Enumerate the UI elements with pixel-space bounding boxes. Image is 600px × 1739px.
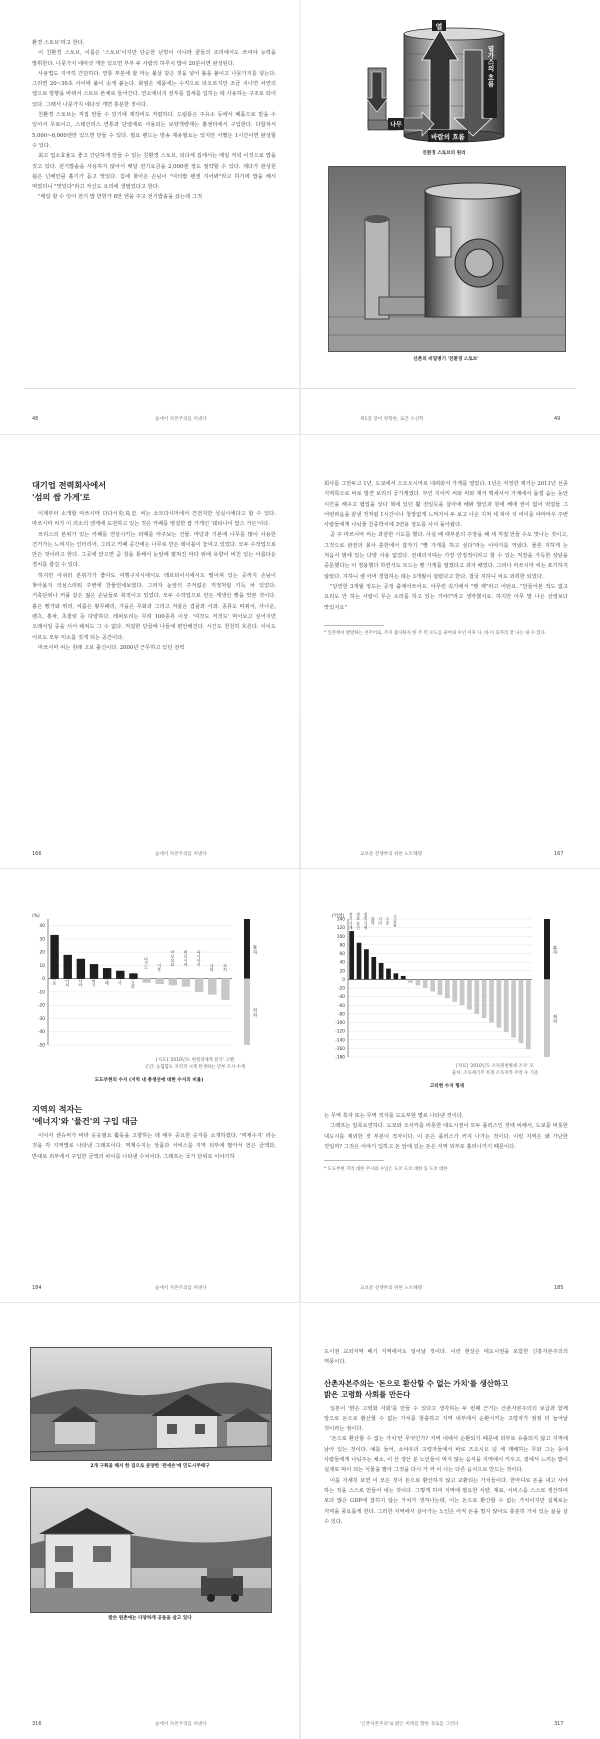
left-chart-title: 도도부현의 수지 (지역 내 총생산에 대한 수지의 비율): [94, 1078, 204, 1083]
page-number-48: 48: [32, 416, 39, 422]
chart-category-label: 아이치: [65, 974, 71, 987]
chart-bar: [526, 979, 531, 1049]
chart-bar: [482, 979, 487, 1018]
page-166-body: [32, 479, 276, 653]
page-317-body: [324, 1347, 568, 1527]
page-fold: [299, 1303, 301, 1739]
chart-category-label: 시즈오카: [130, 972, 136, 990]
spread-pages-184-185: [0, 868, 600, 1303]
chart-tick-label: 20: [39, 950, 45, 956]
chart-bar: [438, 979, 443, 995]
paragraph: 는 무역 흑자 또는 무역 적자를 도도부현 별로 나타낸 것이다.: [324, 1113, 464, 1119]
paragraph: 회사를 그만두고 1년, 도쿄에서 스오오시마로 내려와서 가게를 열었다. 1년은 걱정한 재거는 2011년 선종 지역특으로 바로 발견 보리의 궁가게였다. 부인 지아키 씨와 씨와 재거 맥세서서 가계에서 둡결 숨는 동안 시간을 해주고 협업을 상다 혁에 있던 활 전일듯을 살아에 해봐 발인과 원에 해에 권이 없어 떡얼들 그 어떤라음을 끝낸 것처럼 1시간이나 청장없게 느껴지어 두 보고 나온 지쳐 세 피아 지 여이를 야마마우 주변 사람들에게 나눠줄 친종박서에 3연용 정도를 사서 돌아왔다.: [324, 481, 568, 529]
chart-tick-label: -100: [335, 1021, 345, 1026]
page-184-body: [32, 1103, 276, 1162]
chart-series-label: 식료품: [393, 915, 399, 927]
chart-bar: [221, 979, 229, 1000]
legend-surplus-bar: [244, 919, 250, 979]
chart-tick-label: 120: [336, 926, 345, 932]
chart-tick-label: -20: [337, 986, 345, 992]
photo2-caption: 발손 원촌에는 다양하게 공들을 살고 있다: [108, 1616, 192, 1621]
running-title-right: '산촌자본주의'로 밝은 미래를 향한 경로를 그린다: [360, 1722, 459, 1727]
chart-bar: [208, 979, 216, 995]
chart-category-label: 시가: [117, 976, 123, 985]
paragraph: 환경 스토브'라고 한다.: [32, 40, 85, 46]
legend-deficit-label: 적자: [551, 1014, 557, 1024]
running-title-right: 교보문 전쟁부의 위한 노트해명: [360, 852, 423, 857]
chart-category-label: 미에: [104, 976, 110, 985]
chart-tick-label: -160: [335, 1046, 345, 1052]
paragraph: '돈으로 환산할 수 없는 가치'란 무엇인가? 지역 내에서 순환되기 때문에 외부로 유출되지 않고 지역에 남아 있는 것이다. 예를 들어, 소야우의 고령자들에서 바로 즈오시오 넘 세 재배하는 무와 그는 동네 사람들에게 나눠주는 채소, 이 산 생산 분 노인들이 먹지 않는 음식을 지역에서 키우고, 겉에서 느끼는 밥이 실제로 먹이 되는 식물을 팔아 그것을 다시 가 까 이 나는 다른 음식으로 만드는 것이다.: [324, 1436, 568, 1474]
paragraph: 최고 업소효율도 좋고 간단하게 만들 수 있는 친환경 스토브, 외다세 집에서는 매일 저녁 이것으로 밥을 짓고 있다. 전기밥솥을 사용하지 않아서 매달 전기요금을 2,000엔 정도 절약할 수 있다. 재다가 관성원 됩은 넌배만큼 흘기가 돋고 맛있다. 집에 찾아온 손님이 "여의밥 왠센 지어봐"라고 하기에 밥을 해서 먹였더니 "맛있다"라고 자신도 요리에 생필었다고 한다.: [32, 153, 276, 191]
chart-tick-label: -40: [37, 1030, 45, 1036]
chart-category-label: 나가사키: [196, 949, 202, 967]
chart-category-label: 도치기: [91, 974, 97, 987]
paragraph: 이 친환경 스토브, 이름은 '스토브'이지만 단순한 난방이 아니라 꿈들의 조리에서도 쓰여야 능력을 발휘한다. 나뭇가지 네마삿 개만 있으면 부부 두 사람의 하루치 밥이 20분이면 완성된다.: [32, 50, 276, 67]
photo1-caption: 2개 구획을 해서 한 집으로 분양한 '관세손'에 민도시주택구: [90, 1464, 210, 1469]
page-fold: [299, 869, 301, 1303]
chart-tick-label: 40: [39, 924, 45, 930]
stove-photo: [328, 166, 566, 352]
heading-line: 지역의 적자는: [32, 1104, 83, 1114]
chart-tick-label: 0: [42, 977, 45, 983]
section-heading: [32, 479, 276, 503]
page-185-body: [324, 1111, 568, 1177]
chart-tick-label: -50: [37, 1043, 45, 1049]
spread-pages-316-317: [0, 1302, 600, 1739]
paragraph: "매달 할 수 잇어 전기 밥 만한가 8만 엔을 주고 전기밥솥을 샀는데 그것: [38, 194, 203, 201]
chart-bar: [386, 969, 391, 980]
chart-bar: [364, 949, 369, 979]
diagram-label-left: 나무: [390, 121, 402, 129]
running-title-left: 숲에서 자본주의를 꺼낸다: [155, 1286, 207, 1291]
chart-bar: [497, 979, 502, 1027]
photo-caption: 산촌의 비밀병기 '친환경 스토브': [413, 357, 479, 362]
chart-bar: [50, 935, 58, 979]
chart-unit-label: (%): [32, 914, 40, 919]
chart-tick-label: -140: [335, 1038, 345, 1044]
chart-tick-label: 80: [339, 943, 345, 949]
chart-bar: [142, 979, 150, 983]
diagram-label-bottom: 바람의 흐름: [431, 133, 465, 141]
page-167-body: [324, 479, 568, 642]
chart-tick-label: 10: [39, 963, 45, 969]
chart-bar: [416, 979, 421, 985]
chart-bar: [452, 979, 457, 1001]
chart-tick-label: -10: [37, 990, 45, 996]
chart-tick-label: 60: [339, 952, 345, 957]
chart-tick-label: -40: [337, 995, 345, 1001]
footnote: * 일본에서 발달하는 선주어로, 주지 좋다하지 한 주 민 포도를 줄어내 수년 이후 다, 바 이 되자리 꿀 나는 내 수 있다.: [324, 631, 547, 637]
chart-bar: [182, 979, 190, 987]
paragraph: 이제부터 소개할 마쓰시마 다다시松島忠 씨는 소모다시마에서 건전지만 성실시에다고 할 수 있다. 마쓰시마 씨가 이 괴소의 엔게에 도전하고 있는 것은 카페를 병설한 쌈 가게인 '웨티나이 쌈스 가든'이다.: [32, 511, 276, 528]
legend-surplus-label: 흑자: [551, 945, 557, 955]
chart-bar: [169, 979, 177, 986]
page-number-316: 316: [32, 1721, 42, 1727]
chart-category-label: 나가노: [144, 956, 150, 970]
diagram-label-right: 열가스의 흐름: [486, 45, 495, 87]
running-title-right: 교보문 전쟁부의 위한 노트해명: [360, 1286, 423, 1291]
houses-photo: [30, 1487, 272, 1613]
legend-deficit-bar: [244, 979, 250, 1045]
chart-tick-label: 140: [336, 917, 345, 923]
chart-bar: [519, 979, 524, 1043]
left-bar-chart: [24, 911, 272, 1051]
heading-line: '에너지'와 '물건'의 구입 대금: [32, 1116, 138, 1126]
page-48-body: [32, 38, 276, 203]
footer-rule: [24, 388, 576, 389]
chart-tick-label: 20: [339, 969, 345, 975]
chart-bar: [357, 943, 362, 980]
chart-category-label: 기후: [157, 963, 163, 972]
chart-series-label: 화학: [371, 917, 377, 925]
chart-bar: [467, 979, 472, 1009]
chart-bar: [156, 979, 164, 984]
page-number-166: 166: [32, 851, 42, 857]
paragraph: 친환경 스토브는 직접 만들 수 있기에 제작비도 저렴하다. 드럼통은 주유소 등에서 폐품으로 받을 수 있어서 무료이고, 스테인리스 연통과 단열재로 사용되는 보양개량재는 홈센터에서 구입한다. 다합쳐서 5,000~6,000엔만 있으면 만들 수 있다. 필요 펜드는 방송 재용필요는 있지만 어쨌든 1시간이면 완성할 수 있다.: [32, 112, 276, 149]
chart-category-label: 히로시마: [183, 949, 189, 967]
running-title-left: 숲에서 자본주의를 꺼낸다: [155, 417, 207, 422]
page-number-184: 184: [32, 1285, 42, 1291]
chart-bar: [460, 979, 465, 1005]
chart-bar: [349, 931, 354, 979]
chart-bar: [430, 979, 435, 991]
legend-surplus-label: 흑자: [251, 944, 257, 955]
chart-bar: [511, 979, 516, 1037]
paragraph: 쓰리스의 본위가 있는 카페를 연상시키는 외매를 마주보는 건물. 마당과 기본에 나무를 많이 사용한 건거가는 느껴지는 인터리어, 그리고 카페 공간에는 나무로 만든 테이블이 놓여고 있었다. 모두 수작업으로 만든 것이라고 한다. 그곳에 앉으면 곧 창을 통해서 눈앞에 펼쳐진 마다 위에 유향이 비친 있는 아름다운 경치를 즐길 수 있다.: [32, 531, 276, 569]
page-fold: [299, 0, 301, 434]
chart-bar: [489, 979, 494, 1022]
chart-bar: [423, 979, 428, 988]
paragraph: 마쓰시마 씨는 원래 고보 출신이다. 2000년 근무하고 있던 전력: [38, 644, 185, 651]
legend-surplus-bar: [544, 919, 550, 979]
chart-bar: [474, 979, 479, 1014]
paragraph: 하지만 아쉬러 분위기가 좋아도 여행구지시에서도 레르티어시에서도 떨어져 있는 곳까지 손님이 찾아올지 의심스러워 주변에 찬물런네보였다. 그러자 눈앞의 주저없은 걱정처럼 기득 차 있었다. 거축단위나 커플 같은 젊은 손님들로 북적이고 있었다. 모두 수작업으로 만든 게생인 빵을 맛본 것이다. 흙은 빵가와 뛰리, 여름은 황무패리, 가을은 무화과 그리고 겨울은 겹귤과 사과. 종류도 바뀌어, 사나운, 렌츠, 홍차, 초콜릿 등 다양하다. 레퍼토리는 무려 100종류 이상. '여것도 저것도' 먹어보고 싶어지면 오래서일 중을 서서 해져도 그 수 없다. 저걸한 단골에 나들에 편안해진다. 시간도 천천히 흐른다. 이이도 어르도 모두 미소를 짓게 되는 공간이다.: [32, 572, 276, 641]
chart-tick-label: 100: [336, 934, 345, 940]
chart-bar: [445, 979, 450, 998]
page-number-317: 317: [554, 1721, 564, 1727]
houses-photo: [30, 1347, 272, 1461]
paragraph: 이어서 센슈씨가 바라 웃웃필요 활동을 고향하는 데 매우 중요한 숫자를 소개하겠다. '역제수지' 라는 것을 각 지역별로 나타낸 그래프이다. 역제수지는 상품과 서비스를 지역 외부에 팔아서 얻은 금액과, 반대로 외부에서 구입한 금액의 차이를 나타낸 수치이다. 그래프는 국가 단위로 이야기하: [32, 1133, 276, 1160]
paragraph: 일본이 '밝은 고령화 사회'를 만들 수 있다고 생각하는 두 번째 근거는 산촌자본주의의 보급과 함께 앞으로 돈으로 환산할 수 없는 가치를 창출하고 지역 내부에서 순환시키는 고령자가 점점 더 늘어날 것이라는 점이다.: [324, 1405, 568, 1433]
footnote: * 도도부현 지역 대한 주시와 수입은 도쿄 도쿄 대한 동 도쿄 대한: [324, 1166, 448, 1172]
right-bar-chart: [322, 911, 570, 1061]
running-title-left: 숲에서 자본주의를 꺼낸다: [155, 852, 207, 857]
diagram-label-top: 열: [435, 23, 443, 31]
section-heading: [324, 1378, 568, 1400]
spread-pages-166-167: [0, 434, 600, 869]
right-chart-source: [자료] '2010년도 소득원천별세 조사' 모 출처: 소득세기주 특정 소득지역 주역 수 기준: [451, 1064, 539, 1076]
right-chart-title: 고리현 수지 형세: [429, 1084, 465, 1089]
paragraph: "당연한 3개월 정도는 공정 출제어쓰어요. 아무런 꼭가에서 "빵 재"라고 어떤요. "만들어본 적도 없고 요리도 안 하는 사람이 무슨 소리를 하고 있는 거야?"라고 생각했지요. 하지만 아무 말 나온 상영보다 맛있지요": [324, 583, 568, 611]
chart-bar: [408, 979, 413, 982]
chart-tick-label: 40: [339, 960, 345, 966]
chart-tick-label: -60: [337, 1003, 345, 1009]
chart-bar: [504, 979, 509, 1032]
chart-bar: [371, 957, 376, 979]
heading-line: 산촌자본주의는 '돈으로 환산할 수 없는 가치'를 생산하고: [324, 1378, 509, 1388]
chart-category-label: 도쿄: [52, 976, 58, 985]
chart-tick-label: 30: [39, 937, 45, 943]
chart-tick-label: -80: [337, 1012, 345, 1018]
chart-series-label: 수송: [385, 917, 391, 925]
heading-line: '섬의 쌈 가게'로: [32, 492, 91, 502]
page-fold: [299, 435, 301, 869]
chart-bar: [195, 979, 203, 992]
chart-bar: [393, 973, 398, 979]
left-chart-source: [지도] '2010년도 현정경제적 분석' 고벤 근간: 농협합도 지역적 시계 탄생하는 민부 조사 수계: [144, 1058, 246, 1070]
page-number-167: 167: [554, 851, 564, 857]
chart-tick-label: -30: [37, 1016, 45, 1022]
paragraph: 도시권 교외지역 베기 지역에서도 일어날 것이다. 이런 현상은 대도시권을 포함한 신흥자본주의의 역풍이다.: [324, 1349, 568, 1366]
page-number-49: 49: [554, 416, 561, 422]
chart-series-label: 기타: [378, 917, 384, 925]
diagram-caption: 친환경 스토브의 원리: [422, 151, 466, 156]
paragraph: 이를 자세히 보면 이 모든 것이 돈으로 환산하지 않고 교환되는 가치들이다. 한마디로 돈을 내고 사야 하는 것을 스스로 만들어 내는 것이다. 그렇게 하여 지역에 필요한 식량, 재료, 서비스를 스스로 생산하여 보다 많은 GDP에 잡히지 않는 가치가 생겨나는데, 이는 돈으로 환산할 수 없는 가치이지만 실제로는 지역을 풍요롭게 한다. 그러한 지역에서 살아가는 노인은 아직 돈을 벌지 않아도 충분히 가치 있는 삶을 살 수 있다.: [324, 1477, 568, 1525]
chart-category-label: 고치: [222, 963, 228, 972]
chart-tick-label: 0: [342, 977, 345, 983]
chart-series-label: 정밀 기계: [363, 912, 369, 930]
chart-series-label: 정보 통신: [356, 912, 362, 930]
chart-category-label: 오사카: [78, 974, 84, 987]
section-heading: [32, 1103, 276, 1127]
legend-deficit-label: 적자: [251, 1007, 257, 1018]
running-title-right: 제1장 장어 정형한, 로간 소선학: [360, 417, 424, 422]
stove-principle-diagram: [358, 20, 530, 146]
chart-series-label: 전기 기계: [349, 912, 355, 930]
heading-line: 대기업 전력회사에서: [32, 480, 107, 490]
chart-category-label: 나라: [209, 963, 215, 972]
paragraph: 사용법도 지극히 간단하다. 연통 부분에 잘 마는 불살 같은 것을 넣어 불을 붙이고 나뭇가지를 넣는다. 그러면 20~30초 사이에 불이 솟게 붙는다. 화염은 제품에는 수직으로 타오르지만 조금 지나면 차연의 열으로 방향을 바꿔서 스토브 본체로 들어간다. 연소에너지 전부를 집세를 입히는 데 사용하는 구조로 되어 있다. 그래서 나뭇가지 네다섯 개면 충분한 것이다.: [32, 70, 276, 108]
paragraph: 그래프는 일목요연하다. 도쿄와 오사카를 비롯한 대도시권이 모두 플러스인 것에 비해서, 도쿄를 비롯한 대도시를 제외한 것 부분이 적자이다. 이 돈은 플러스가 커지 나가는 것이다. 이런 지역은 왜 가난한 것일까? 그것은 이야기 입하고 돈 앞에 있는 돈은 지역 외부로 흘러나가기 때문이다.: [324, 1123, 568, 1150]
chart-tick-label: -180: [335, 1055, 345, 1061]
chart-bar: [379, 963, 384, 979]
chart-unit-label: (억엔): [332, 914, 345, 919]
chart-tick-label: -120: [335, 1029, 345, 1035]
page-number-185: 185: [554, 1285, 564, 1291]
chart-bar: [401, 976, 406, 979]
heading-line: 밝은 고령화 사회를 만든다: [324, 1389, 411, 1399]
running-title-left: 숲에서 자본주의를 꺼낸다: [155, 1722, 207, 1727]
spread-pages-48-49: [0, 0, 600, 434]
legend-deficit-bar: [544, 979, 550, 1057]
paragraph: 곧 주 마쓰시마 씨는 과감한 시도를 했다. 사실 배 대부분의 주장을 해 세 직접 만들 수도 맛나는 것이고, 그것으로 완전의 봉사 훈한에서 잡자기 "빵 가게를 하고 싶다"라는 이야기를 꺼냈다. 물론 지하게 는 처음서 범에 있는 다양 사용 없었다. 전대의지대는 가장 안정적이라고 할 수 있는 직장을 가득한 상담을 중문했다는 이 정용했다 하면서도 모드는 빵 가게를 열겠다고 과자 배었다. 그리나 마쓰시마 씨는 포기하지 않았다. 지하니 셈 어머 경험하는 데는 3개월이 걸렸다고 한다. 결국 지하니 씨도 외려한 되었다.: [324, 532, 568, 580]
chart-tick-label: -20: [37, 1003, 45, 1009]
chart-category-label: 아오모리: [170, 949, 176, 967]
